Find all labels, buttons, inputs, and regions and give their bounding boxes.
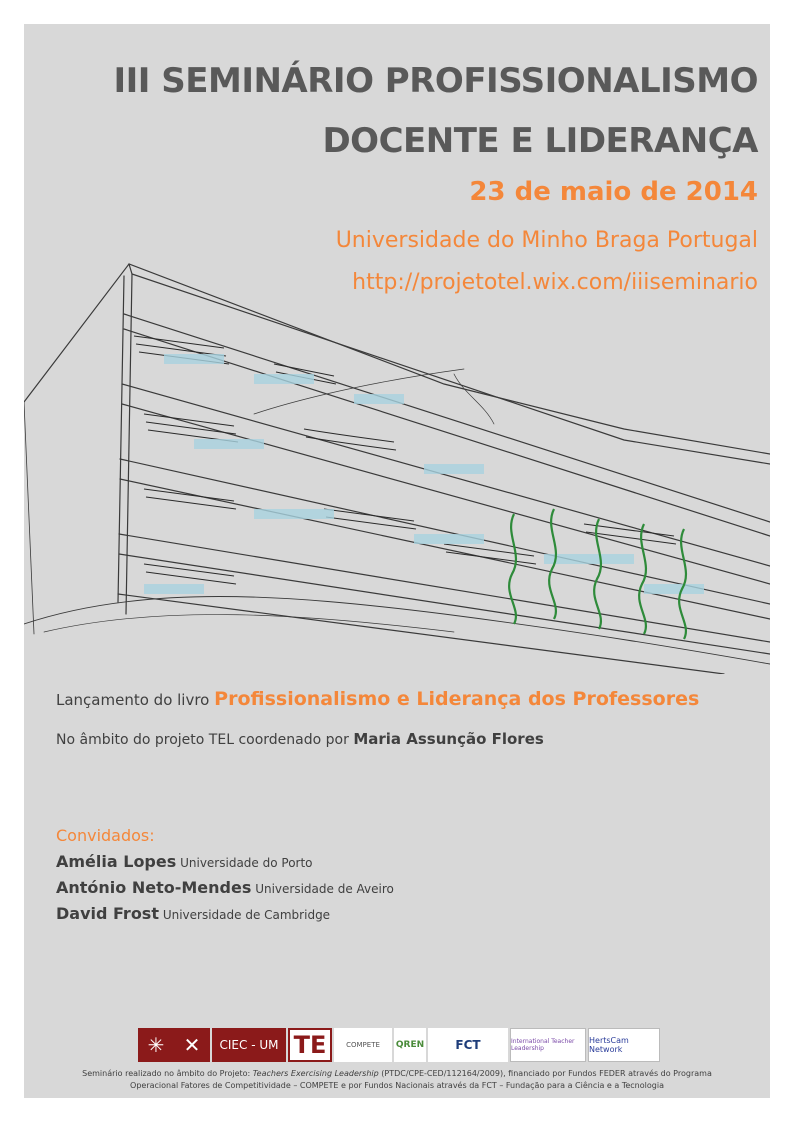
cross-icon: ✕ (183, 1033, 201, 1057)
funding-footer (24, 1068, 770, 1092)
book-launch (56, 688, 699, 710)
event-venue: Universidade do Minho Braga Portugal (335, 228, 758, 253)
compete-logo: COMPETE (334, 1028, 392, 1062)
guest-name: António Neto-Mendes (56, 878, 252, 897)
event-url: http://projetotel.wix.com/iiiseminario (352, 270, 758, 295)
footer-project-name: Teachers Exercising Leadership (252, 1069, 379, 1078)
guest-affiliation: Universidade do Porto (180, 856, 313, 870)
project-scope-prefix: No âmbito do projeto TEL coordenado por (56, 732, 349, 748)
qren-logo: QREN (394, 1028, 426, 1062)
footer-text: (PTDC/CPE-CED/112164/2009), financiado por Fundos FEDER através do Programa (378, 1069, 712, 1078)
book-launch-prefix: Lançamento do livro (56, 691, 210, 709)
footer-line-2: Operacional Fatores de Competitividade – COMPETE e por Fundos Nacionais através da FCT – Fundação para a Ciência e a Tecnologia (130, 1081, 664, 1090)
project-coordinator: Maria Assunção Flores (353, 730, 544, 748)
fct-logo: FCT (428, 1028, 508, 1062)
guest-affiliation: Universidade de Cambridge (162, 908, 331, 922)
hertscam-network-logo: HertsCam Network (588, 1028, 660, 1062)
guests-heading: Convidados: (56, 826, 155, 845)
guest-affiliation: Universidade de Aveiro (255, 882, 394, 896)
guest-name: David Frost (56, 904, 159, 923)
uminho-logo (138, 1028, 210, 1062)
footer-line-1 (24, 1068, 770, 1080)
event-date: 23 de maio de 2014 (469, 177, 758, 207)
title-line-2: DOCENTE E LIDERANÇA (322, 121, 758, 161)
sponsor-logos (138, 1028, 660, 1062)
ciec-logo: CIEC - UM (212, 1028, 286, 1062)
book-title: Profissionalismo e Liderança dos Professores (214, 688, 700, 710)
asterisk-icon: ✳ (147, 1033, 165, 1057)
building-sketch-illustration (24, 254, 770, 674)
project-scope (56, 730, 544, 748)
poster (24, 24, 770, 1098)
guest-item (56, 904, 330, 923)
guest-item (56, 878, 394, 897)
footer-text: Seminário realizado no âmbito do Projeto: (82, 1069, 253, 1078)
tel-logo: TE (288, 1028, 332, 1062)
guest-item (56, 852, 313, 871)
guest-name: Amélia Lopes (56, 852, 177, 871)
international-teacher-leadership-logo: International Teacher Leadership (510, 1028, 586, 1062)
title-line-1: III SEMINÁRIO PROFISSIONALISMO (113, 61, 758, 101)
